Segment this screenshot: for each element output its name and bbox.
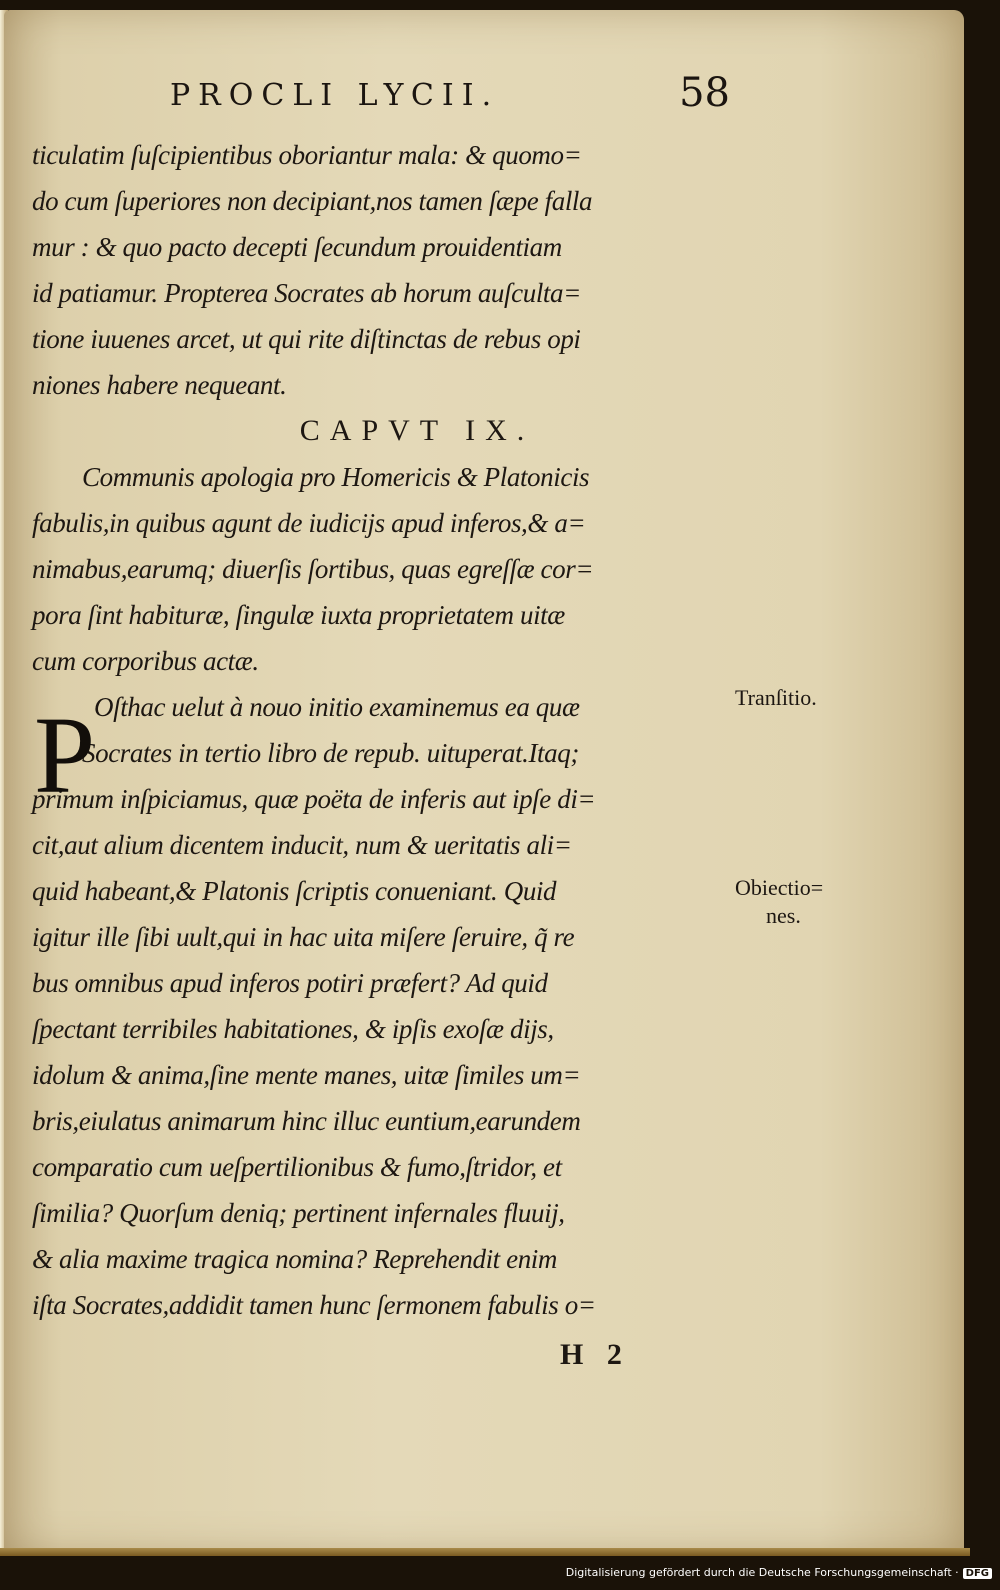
text-line: tione iuuenes arcet, ut qui rite diſtinctas de rebus opi [32, 324, 581, 354]
page-bottom-edge [0, 1548, 970, 1556]
summary-line: fabulis,in quibus agunt de iudicijs apud inferos,& a= [32, 508, 586, 538]
page-number: 58 [679, 70, 730, 116]
body-line: ſpectant terribiles habitationes, & ipſis exoſæ dijs, [32, 1014, 554, 1044]
margin-note-obiectiones: Obiectio= [735, 875, 824, 900]
footer-text: Digitalisierung gefördert durch die Deutsche Forschungsgemeinschaft · [565, 1566, 959, 1579]
body-line: quid habeant,& Platonis ſcriptis conueniant. Quid [32, 876, 557, 906]
drop-initial: P [34, 694, 96, 816]
body-line: iſta Socrates,addidit tamen hunc ſermonem fabulis o= [32, 1290, 596, 1320]
body-line: primum inſpiciamus, quæ poëta de inferis aut ipſe di= [32, 784, 596, 814]
body-line: & alia maxime tragica nomina? Reprehendit enim [32, 1244, 558, 1274]
margin-note-transitio: Tranſitio. [735, 685, 817, 710]
summary-line: cum corporibus actæ. [32, 646, 259, 676]
body-line: Oſthac uelut à nouo initio examinemus ea quæ [94, 692, 580, 722]
chapter-heading: CAPVT IX. [299, 414, 535, 447]
body-line: igitur ille ſibi uult,qui in hac uita miſere ſeruire, q̃ re [32, 922, 575, 952]
summary-line: nimabus,earumq; diuerſis ſortibus, quas egreſſæ cor= [32, 554, 594, 584]
text-line: id patiamur. Propterea Socrates ab horum auſculta= [32, 278, 581, 308]
body-line: cit,aut alium dicentem inducit, num & ueritatis ali= [32, 830, 572, 860]
summary-line: Communis apologia pro Homericis & Platonicis [82, 462, 590, 492]
body-line: comparatio cum ueſpertilionibus & fumo,ſtridor, et [32, 1152, 562, 1182]
text-block [32, 132, 742, 1328]
body-line: ſimilia? Quorſum deniq; pertinent infernales fluuij, [32, 1198, 565, 1228]
margin-note-obiectiones-cont: nes. [766, 903, 801, 928]
dfg-logo: DFG [963, 1568, 992, 1579]
running-title: PROCLI LYCII. [170, 78, 500, 113]
summary-line: pora ſint habituræ, ſingulæ iuxta proprietatem uitæ [32, 600, 565, 630]
body-line: idolum & anima,ſine mente manes, uitæ ſimiles um= [32, 1060, 581, 1090]
text-line: mur : & quo pacto decepti ſecundum prouidentiam [32, 232, 562, 262]
text-line: do cum ſuperiores non decipiant,nos tamen ſæpe falla [32, 186, 593, 216]
body-line: Socrates in tertio libro de repub. uituperat.Itaq; [82, 738, 579, 768]
text-line: niones habere nequeant. [32, 370, 287, 400]
body-line: bris,eiulatus animarum hinc illuc euntium,earundem [32, 1106, 581, 1136]
body-line: bus omnibus apud inferos potiri præfert? Ad quid [32, 968, 548, 998]
text-line: ticulatim ſuſcipientibus oboriantur mala: & quomo= [32, 140, 582, 170]
running-head [170, 70, 730, 122]
signature-mark: H 2 [560, 1338, 630, 1371]
digitization-credit [566, 1566, 992, 1579]
